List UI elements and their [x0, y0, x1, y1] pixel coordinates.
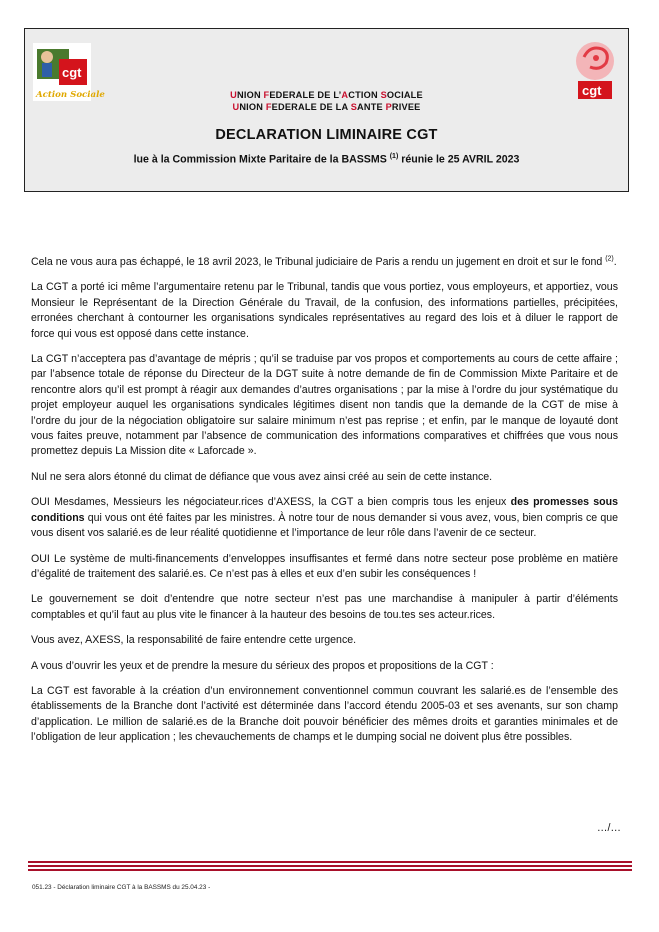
paragraph-multi-financements: OUI Le système de multi-financements d’enveloppes insuffisantes et fermé dans notre secteur pose problème en matière d’égalité de traitement des salarié.es. Ce n’est pas à elles et eux d’en subir les conséquences ! — [31, 552, 618, 580]
federation-initial-letter: U — [230, 90, 238, 100]
subtitle-text-after: réunie le 25 AVRIL 2023 — [398, 153, 520, 166]
document-title: DECLARATION LIMINAIRE CGT — [215, 127, 438, 143]
paragraph-axess-urgence: Vous avez, AXESS, la responsabilité de faire entendre cette urgence. — [31, 634, 357, 647]
paragraph-text: Cela ne vous aura pas échappé, le 18 avril 2023, le Tribunal judiciaire de Paris a rendu un jugement en droit et sur le fond — [31, 256, 606, 268]
federation-text: NION — [237, 90, 264, 100]
page-footer: 051.23 - Déclaration liminaire CGT à la BASSMS du 25.04.23 - — [32, 884, 211, 891]
footer-rule — [28, 861, 632, 863]
paragraph-jugement — [31, 255, 618, 270]
paragraph-ouvrir-les-yeux: A vous d’ouvrir les yeux et de prendre la mesure du sérieux des propos et propositions de la CGT : — [31, 659, 494, 672]
federation-text: CTION — [348, 90, 381, 100]
logo-left-cgt-text: cgt — [62, 65, 82, 80]
logo-right-cgt-text: cgt — [582, 83, 602, 98]
paragraph-text: qui vous ont été faites par les ministres. À notre tour de nous demander si vous avez, vous, bien compris ce que vous disent vos salarié.es de leur réalité quotidienne et l’importance de leur rôle dans l’avenir de ce secteur. — [31, 511, 618, 540]
paragraph-environnement-conventionnel: La CGT est favorable à la création d’un environnement conventionnel commun couvrant les salarié.es de l’ensemble des établissements de la Branche dont l’activité est déterminée dans l’accord étendu 2005-03 et ses avenants, sur son champ d’application. Le million de salarié.es de la Branche doit pouvoir bénéficier des mêmes droits et garanties minimales et de l’obligation de leur application ; les chevauchements de champs et le dumping social ne doivent plus être possibles. — [31, 684, 618, 744]
federation-initial-letter: S — [350, 102, 358, 112]
paragraph-text: OUI Mesdames, Messieurs les négociateur.rices d’AXESS, la CGT a bien compris tous les enjeux — [31, 496, 511, 509]
subtitle-text-before: lue à la Commission Mixte Paritaire de la BASSMS — [133, 153, 390, 166]
paragraph-text: . — [613, 256, 617, 268]
paragraph-bold-text: des promesses sous conditions — [31, 496, 618, 524]
continuation-mark: …/… — [596, 822, 621, 834]
paragraph-defiance: Nul ne sera alors étonné du climat de défiance que vous avez ainsi créé au sein de cette instance. — [31, 470, 493, 483]
federation-initial-letter: U — [232, 102, 240, 112]
federation-line-action-sociale — [25, 90, 628, 100]
federation-text: EDERALE DE L’ — [269, 90, 342, 100]
footer-rule — [28, 869, 632, 871]
federation-text: ANTE — [357, 102, 386, 112]
document-subtitle — [25, 153, 628, 166]
federation-initial-letter: F — [263, 90, 270, 100]
footer-rule — [28, 865, 632, 867]
paragraph-gouvernement: Le gouvernement se doit d’entendre que notre secteur n’est pas une marchandise à manipuler à partir d’éléments comptables et qu’il faut au plus vite le financer à la hauteur des besoins de tou.tes ses acteur.rices. — [31, 593, 618, 621]
federation-line-sante-privee — [25, 102, 628, 112]
subtitle-footnote-mark: (1) — [389, 153, 399, 160]
federation-initial-letter: A — [341, 90, 349, 100]
federation-initial-letter: F — [265, 102, 272, 112]
footnote-mark: (2) — [605, 255, 614, 263]
federation-initial-letter: P — [385, 102, 392, 112]
paragraph-argumentaire: La CGT a porté ici même l’argumentaire retenu par le Tribunal, tandis que vous portiez, vous employeurs, et apportiez, vous Monsieur le Représentant de la Direction Générale du Travail, de la confusion, des informations partielles, précipitées, erronées cherchant à contourner les organisations syndicales représentatives au regard des lois et à diluer le rapport de force qui vous est opposé dans cette instance. — [31, 281, 618, 340]
logo-left-tag-text: Action Sociale — [36, 90, 105, 100]
federation-text: OCIALE — [386, 90, 423, 100]
federation-text: RIVEE — [391, 102, 421, 112]
federation-initial-letter: S — [380, 90, 387, 100]
declaration-body — [31, 255, 618, 756]
paragraph-oui-mesdames — [31, 495, 618, 541]
paragraph-mepris: La CGT n’acceptera pas d’avantage de mépris ; qu’il se traduise par vos propos et comportements au cours de cette affaire ; par l’absence totale de réponse du Directeur de la DGT suite à notre demande de fin de Commission Mixte Paritaire et de rencontre alors qu’il est prompt à réagir aux demandes d’autres organisations ; par la mise à l’ordre du jour systématique du projet employeur auquel les organisations syndicales légitimes disent non tandis que la demande de la CGT de mise à l’ordre du jour de la négociation obligatoire sur salaire minimum n’est pas reprise ; et enfin, par le manque de loyauté dont vous faites preuve, notamment par l’absence de communication des informations comparatives et chiffrées que vous nous promettez depuis La Mission dite « Laforcade ». — [31, 353, 618, 458]
header-box — [24, 28, 629, 192]
federation-text: NION — [239, 102, 266, 112]
federation-text: EDERALE DE LA — [271, 102, 351, 112]
